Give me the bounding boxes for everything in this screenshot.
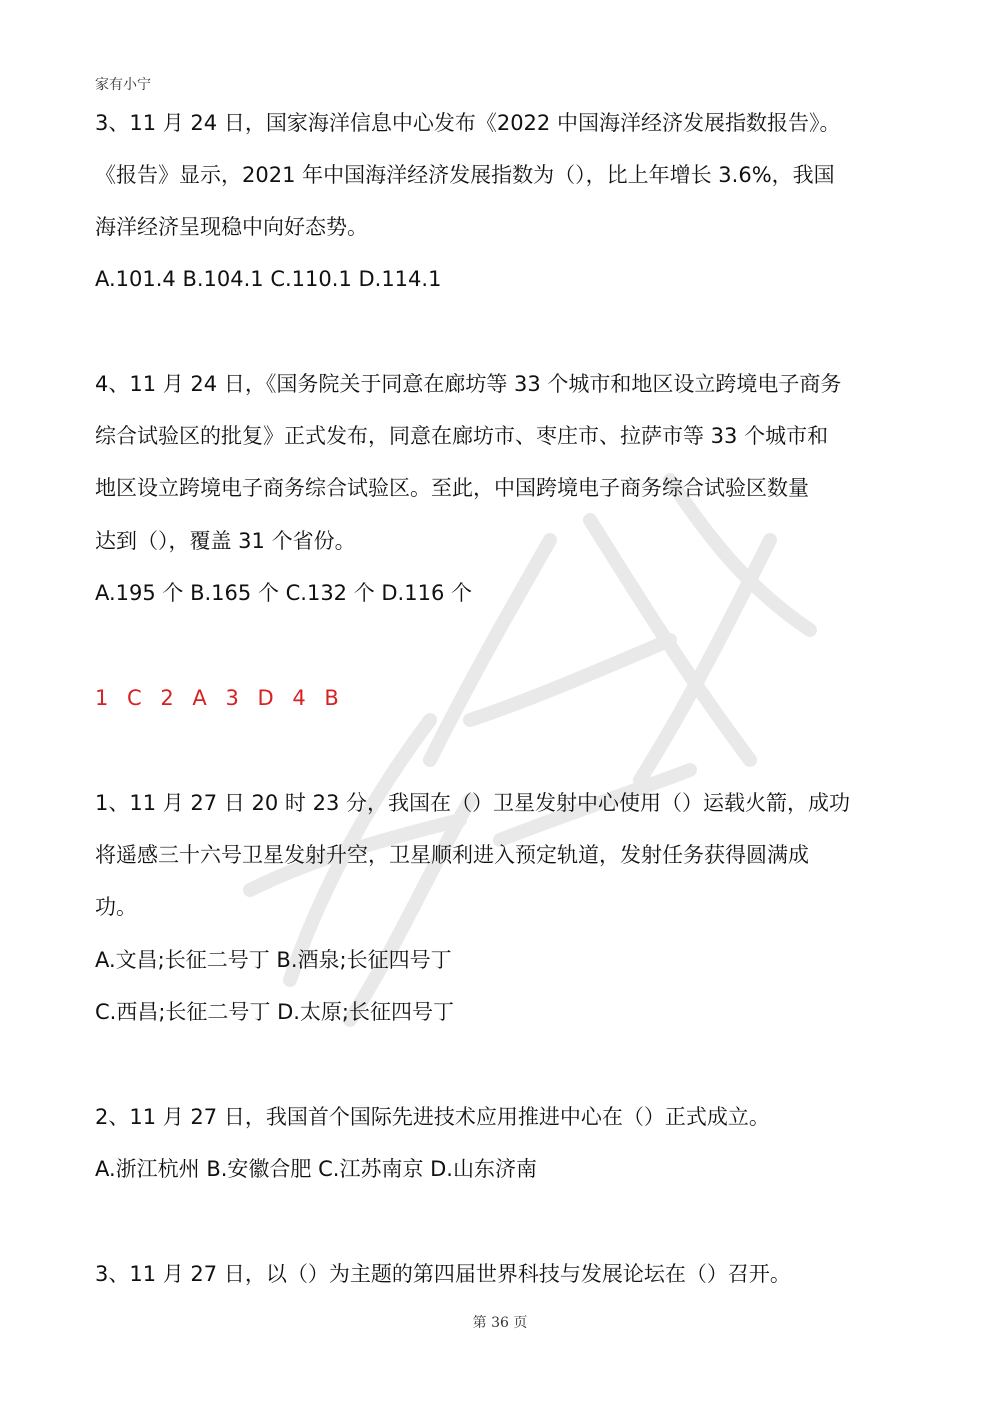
q3b-line-1: 3、11 月 27 日，以（）为主题的第四届世界科技与发展论坛在（）召开。	[95, 1262, 791, 1286]
q4-line-2: 综合试验区的批复》正式发布，同意在廊坊市、枣庄市、拉萨市等 33 个城市和	[95, 424, 829, 448]
answer-key: 1 C 2 A 3 D 4 B	[95, 686, 345, 710]
q3-options: A.101.4 B.104.1 C.110.1 D.114.1	[95, 267, 442, 291]
page-header: 家有小宁	[95, 77, 151, 93]
q4-line-4: 达到（），覆盖 31 个省份。	[95, 529, 356, 553]
q1-line-3: 功。	[95, 895, 137, 919]
q1-options-1: A.文昌;长征二号丁 B.酒泉;长征四号丁	[95, 948, 452, 972]
q3-line-1: 3、11 月 24 日，国家海洋信息中心发布《2022 中国海洋经济发展指数报告》。	[95, 111, 841, 135]
q1-options-2: C.西昌;长征二号丁 D.太原;长征四号丁	[95, 1000, 455, 1024]
q4-options: A.195 个 B.165 个 C.132 个 D.116 个	[95, 581, 472, 605]
q4-line-1: 4、11 月 24 日，《国务院关于同意在廊坊等 33 个城市和地区设立跨境电子商务	[95, 372, 842, 396]
q1-line-2: 将遥感三十六号卫星发射升空，卫星顺利进入预定轨道，发射任务获得圆满成	[95, 843, 809, 867]
q4-line-3: 地区设立跨境电子商务综合试验区。至此，中国跨境电子商务综合试验区数量	[95, 476, 809, 500]
q2-line-1: 2、11 月 27 日，我国首个国际先进技术应用推进中心在（）正式成立。	[95, 1105, 770, 1129]
q3-line-3: 海洋经济呈现稳中向好态势。	[95, 215, 368, 239]
q1-line-1: 1、11 月 27 日 20 时 23 分，我国在（）卫星发射中心使用（）运载火箭，成功	[95, 791, 850, 815]
q3-line-2: 《报告》显示，2021 年中国海洋经济发展指数为（），比上年增长 3.6%，我国	[95, 163, 835, 187]
page-number: 第 36 页	[472, 1315, 528, 1331]
q2-options: A.浙江杭州 B.安徽合肥 C.江苏南京 D.山东济南	[95, 1157, 537, 1181]
